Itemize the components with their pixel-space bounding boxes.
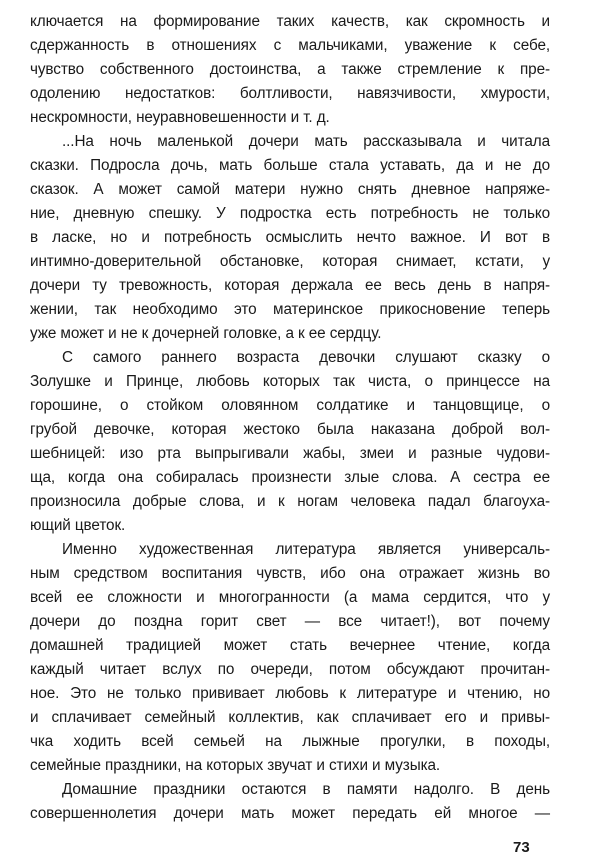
text-line: ключается на формирование таких качеств, как скромность и (30, 13, 550, 30)
text-line: произносила добрые слова, и к ногам человека падал благоуха- (30, 493, 550, 510)
text-line: С самого раннего возраста девочки слушают сказку о (62, 349, 550, 366)
text-line: уже может и не к дочерней головке, а к ее сердцу. (30, 325, 382, 342)
text-line: сдержанность в отношениях с мальчиками, уважение к себе, (30, 37, 550, 54)
text-line: дочери до поздна горит свет — все читает!), вот почему (30, 613, 550, 630)
page-number: 73 (513, 839, 530, 856)
paragraph (30, 538, 550, 778)
text-line: ща, когда она собиралась произнести злые слова. А сестра ее (30, 469, 550, 486)
text-line: в ласке, но и потребность осмыслить нечто важное. И вот в (30, 229, 550, 246)
text-line: чка ходить всей семьей на лыжные прогулки, в походы, (30, 733, 550, 750)
text-line: домашней традицией может стать вечернее чтение, когда (30, 637, 550, 654)
text-line: и сплачивает семейный коллектив, как сплачивает его и привы- (30, 709, 550, 726)
paragraph (30, 130, 550, 346)
paragraph (30, 346, 550, 538)
text-line: ное. Это не только прививает любовь к литературе и чтению, но (30, 685, 550, 702)
text-line: Именно художественная литература является универсаль- (62, 541, 550, 558)
text-line: ...На ночь маленькой дочери мать рассказывала и читала (62, 133, 550, 150)
text-line: всей ее сложности и многогранности (а мама сердится, что у (30, 589, 550, 606)
text-line: сказки. Подросла дочь, мать больше стала уставать, да и не до (30, 157, 550, 174)
paragraph (30, 10, 550, 130)
text-line: Золушке и Принце, любовь которых так чиста, о принцессе на (30, 373, 550, 390)
text-line: сказок. А может самой матери нужно снять дневное напряже- (30, 181, 550, 198)
page-body-text (30, 10, 550, 826)
text-line: интимно-доверительной обстановке, которая снимает, кстати, у (30, 253, 550, 270)
text-line: совершеннолетия дочери мать может передать ей многое — (30, 805, 550, 822)
text-line: шебницей: изо рта выпрыгивали жабы, змеи и разные чудови- (30, 445, 550, 462)
text-line: ние, дневную спешку. У подростка есть потребность не только (30, 205, 550, 222)
text-line: Домашние праздники остаются в памяти надолго. В день (62, 781, 550, 798)
text-line: дочери ту тревожность, которая держала ее весь день в напря- (30, 277, 550, 294)
text-line: одолению недостатков: болтливости, навязчивости, хмурости, (30, 85, 550, 102)
text-line: нескромности, неуравновешенности и т. д. (30, 109, 330, 126)
text-line: горошине, о стойком оловянном солдатике и танцовщице, о (30, 397, 550, 414)
text-line: чувство собственного достоинства, а также стремление к пре- (30, 61, 550, 78)
text-line: ющий цветок. (30, 517, 126, 534)
text-line: грубой девочке, которая жестоко была наказана доброй вол- (30, 421, 550, 438)
text-line: жении, так необходимо это материнское прикосновение теперь (30, 301, 550, 318)
text-line: ным средством воспитания чувств, ибо она отражает жизнь во (30, 565, 550, 582)
text-line: каждый читает вслух по очереди, потом обсуждают прочитан- (30, 661, 550, 678)
text-line: семейные праздники, на которых звучат и стихи и музыка. (30, 757, 441, 774)
paragraph (30, 778, 550, 826)
